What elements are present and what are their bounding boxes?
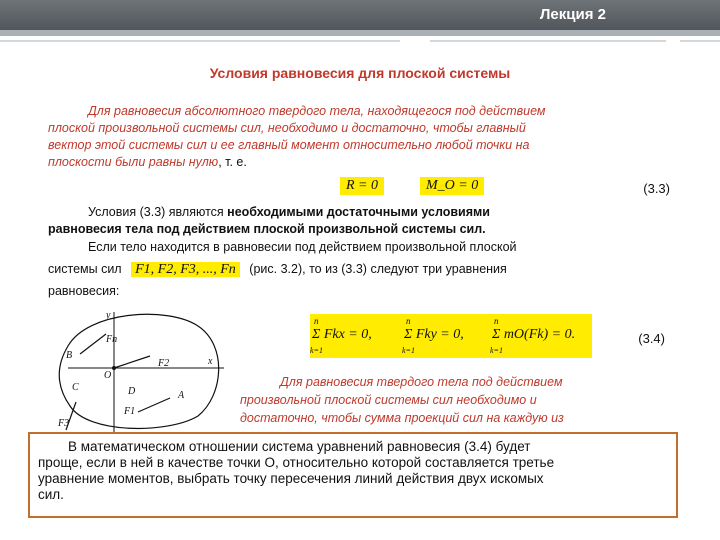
para3-line: произвольной плоской системы сил необходимо и [240, 393, 537, 407]
note-line: уравнение моментов, выбрать точку пересечения линий действия двух искомых [38, 471, 544, 486]
force-f2-arrow [114, 356, 150, 368]
para1-tail: , т. е. [218, 155, 247, 169]
note-line: сил. [38, 487, 64, 502]
x-label: x [208, 356, 213, 367]
eq33-left: R = 0 [340, 177, 384, 195]
eq34-box: n k=1 Σ Fkx = 0, n k=1 Σ Fky = 0, n k=1 Σ mO(Fk) = 0. [310, 314, 592, 358]
slide-title: Условия равновесия для плоской системы [209, 65, 511, 81]
para1-line [48, 155, 247, 170]
f3-label: F3 [58, 418, 70, 429]
para2-line: равновесия: [48, 284, 120, 298]
f2-label: F2 [158, 358, 170, 369]
note-box [28, 432, 678, 518]
lecture-label: Лекция 2 [539, 6, 606, 23]
force-fn-arrow [80, 334, 106, 354]
para1-line: Для равновесия абсолютного твердого тела, находящегося под действием [88, 104, 546, 118]
para2-line: Условия (3.3) являются необходимыми достаточными условиями [88, 205, 490, 219]
d-label: D [128, 386, 136, 397]
eq34-term: Σ Fky = 0, [404, 327, 464, 342]
f1-label: F1 [124, 406, 136, 417]
eq34-term: Σ Fkx = 0, [312, 327, 372, 342]
para2-line: Если тело находится в равновесии под действием произвольной плоской [88, 240, 517, 254]
fn-label: Fn [106, 334, 118, 345]
para1-line: плоской произвольной системы сил, необходимо и достаточно, чтобы главный [48, 121, 526, 135]
para3-line: достаточно, чтобы сумма проекций сил на каждую из [240, 411, 564, 425]
eq33-right: M_O = 0 [420, 177, 484, 195]
force-f1-arrow [138, 398, 170, 412]
eq33-number: (3.3) [643, 181, 670, 196]
a-label: A [178, 390, 185, 401]
header-rule [430, 40, 666, 42]
origin-point [112, 366, 116, 370]
note-line: проще, если в ней в качестве точки О, относительно которой составляется третье [38, 455, 555, 470]
y-label: y [106, 310, 111, 321]
slide-header-bar [0, 0, 720, 30]
force-diagram [48, 306, 248, 436]
b-label: B [66, 350, 73, 361]
para2-line: системы сил F1, F2, F3, ..., Fn (рис. 3.2), то из (3.3) следуют три уравнения [48, 262, 507, 277]
eq34-term: Σ mO(Fk) = 0. [492, 327, 576, 342]
para1-line: вектор этой системы сил и ее главный момент относительно любой точки на [48, 138, 530, 152]
o-label: O [104, 370, 112, 381]
force-list: F1, F2, F3, ..., Fn [131, 262, 240, 277]
header-rule [0, 40, 400, 42]
c-label: C [72, 382, 79, 393]
eq34-number: (3.4) [638, 331, 665, 346]
header-rule [680, 40, 720, 42]
para1-last: плоскости были равны нулю [48, 155, 219, 169]
note-line: В математическом отношении система уравнений равновесия (3.4) будет [68, 439, 531, 454]
para2-line: равновесия тела под действием плоской произвольной системы сил. [48, 222, 486, 236]
header-edge [0, 30, 720, 36]
para3-line: Для равновесия твердого тела под действием [280, 375, 563, 389]
